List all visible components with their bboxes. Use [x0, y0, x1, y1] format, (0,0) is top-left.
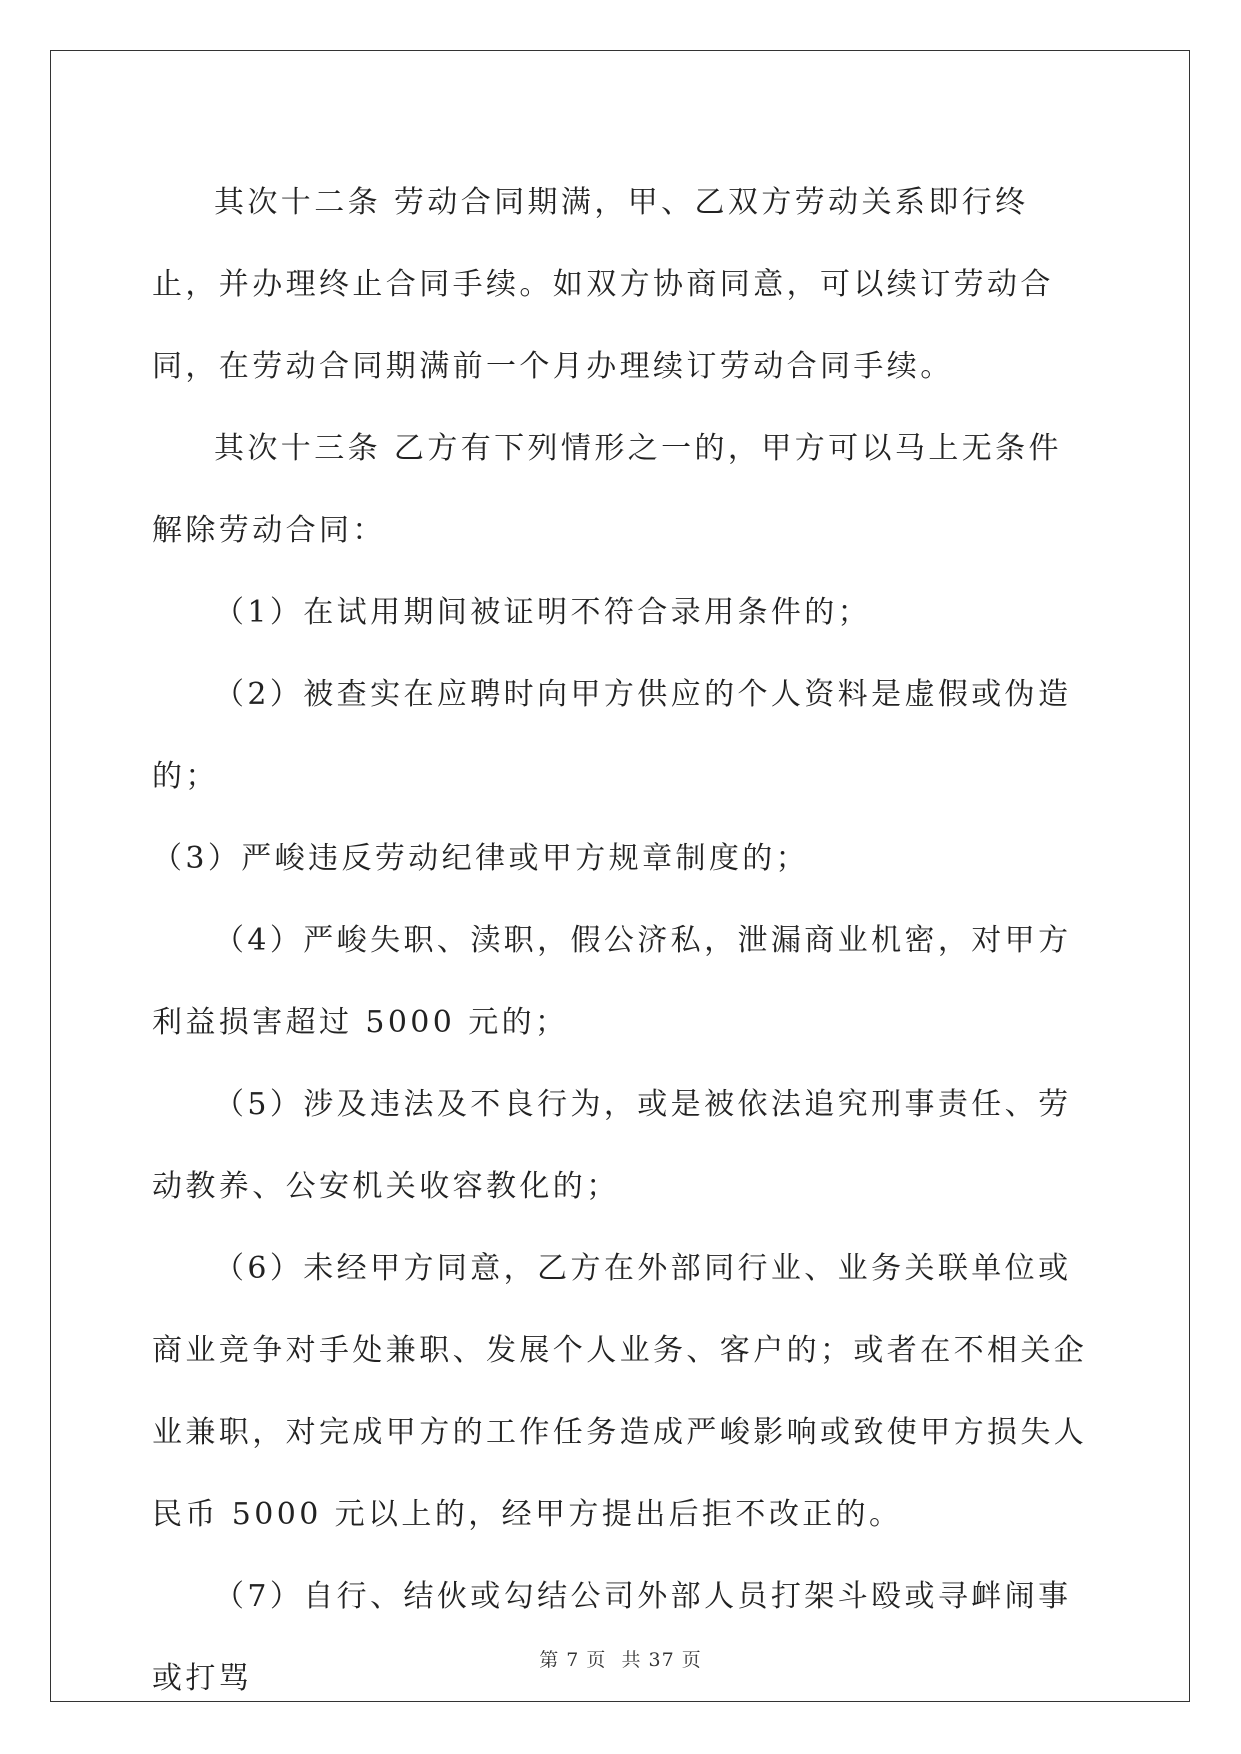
list-item-7: （7）自行、结伙或勾结公司外部人员打架斗殴或寻衅闹事或打骂: [152, 1579, 1072, 1696]
list-item-6: （6）未经甲方同意，乙方在外部同行业、业务关联单位或商业竞争对手处兼职、发展个人业务、客户的；或者在不相关企业兼职，对完成甲方的工作任务造成严峻影响或致使甲方损失人民币 5000 元以上的，经甲方提出后拒不改正的。: [152, 1251, 1088, 1532]
article-12-paragraph: 其次十二条 劳动合同期满，甲、乙双方劳动关系即行终止，并办理终止合同手续。如双方协商同意，可以续订劳动合同，在劳动合同期满前一个月办理续订劳动合同手续。: [152, 185, 1054, 384]
list-item-2: （2）被查实在应聘时向甲方供应的个人资料是虚假或伪造的；: [152, 677, 1072, 794]
list-item-1: （1）在试用期间被证明不符合录用条件的；: [214, 595, 872, 630]
total-pages: 共 37 页: [621, 1649, 702, 1671]
list-item-5: （5）涉及违法及不良行为，或是被依法追究刑事责任、劳动教养、公安机关收容教化的；: [152, 1087, 1072, 1204]
list-item-3: （3）严峻违反劳动纪律或甲方规章制度的；: [152, 841, 810, 876]
article-13-paragraph: 其次十三条 乙方有下列情形之一的，甲方可以马上无条件解除劳动合同：: [152, 431, 1062, 548]
document-body: [152, 162, 1089, 1720]
page-footer: [0, 1645, 1241, 1672]
page-number: 第 7 页: [539, 1649, 607, 1671]
list-item-4: （4）严峻失职、渎职，假公济私，泄漏商业机密，对甲方利益损害超过 5000 元的；: [152, 923, 1072, 1040]
